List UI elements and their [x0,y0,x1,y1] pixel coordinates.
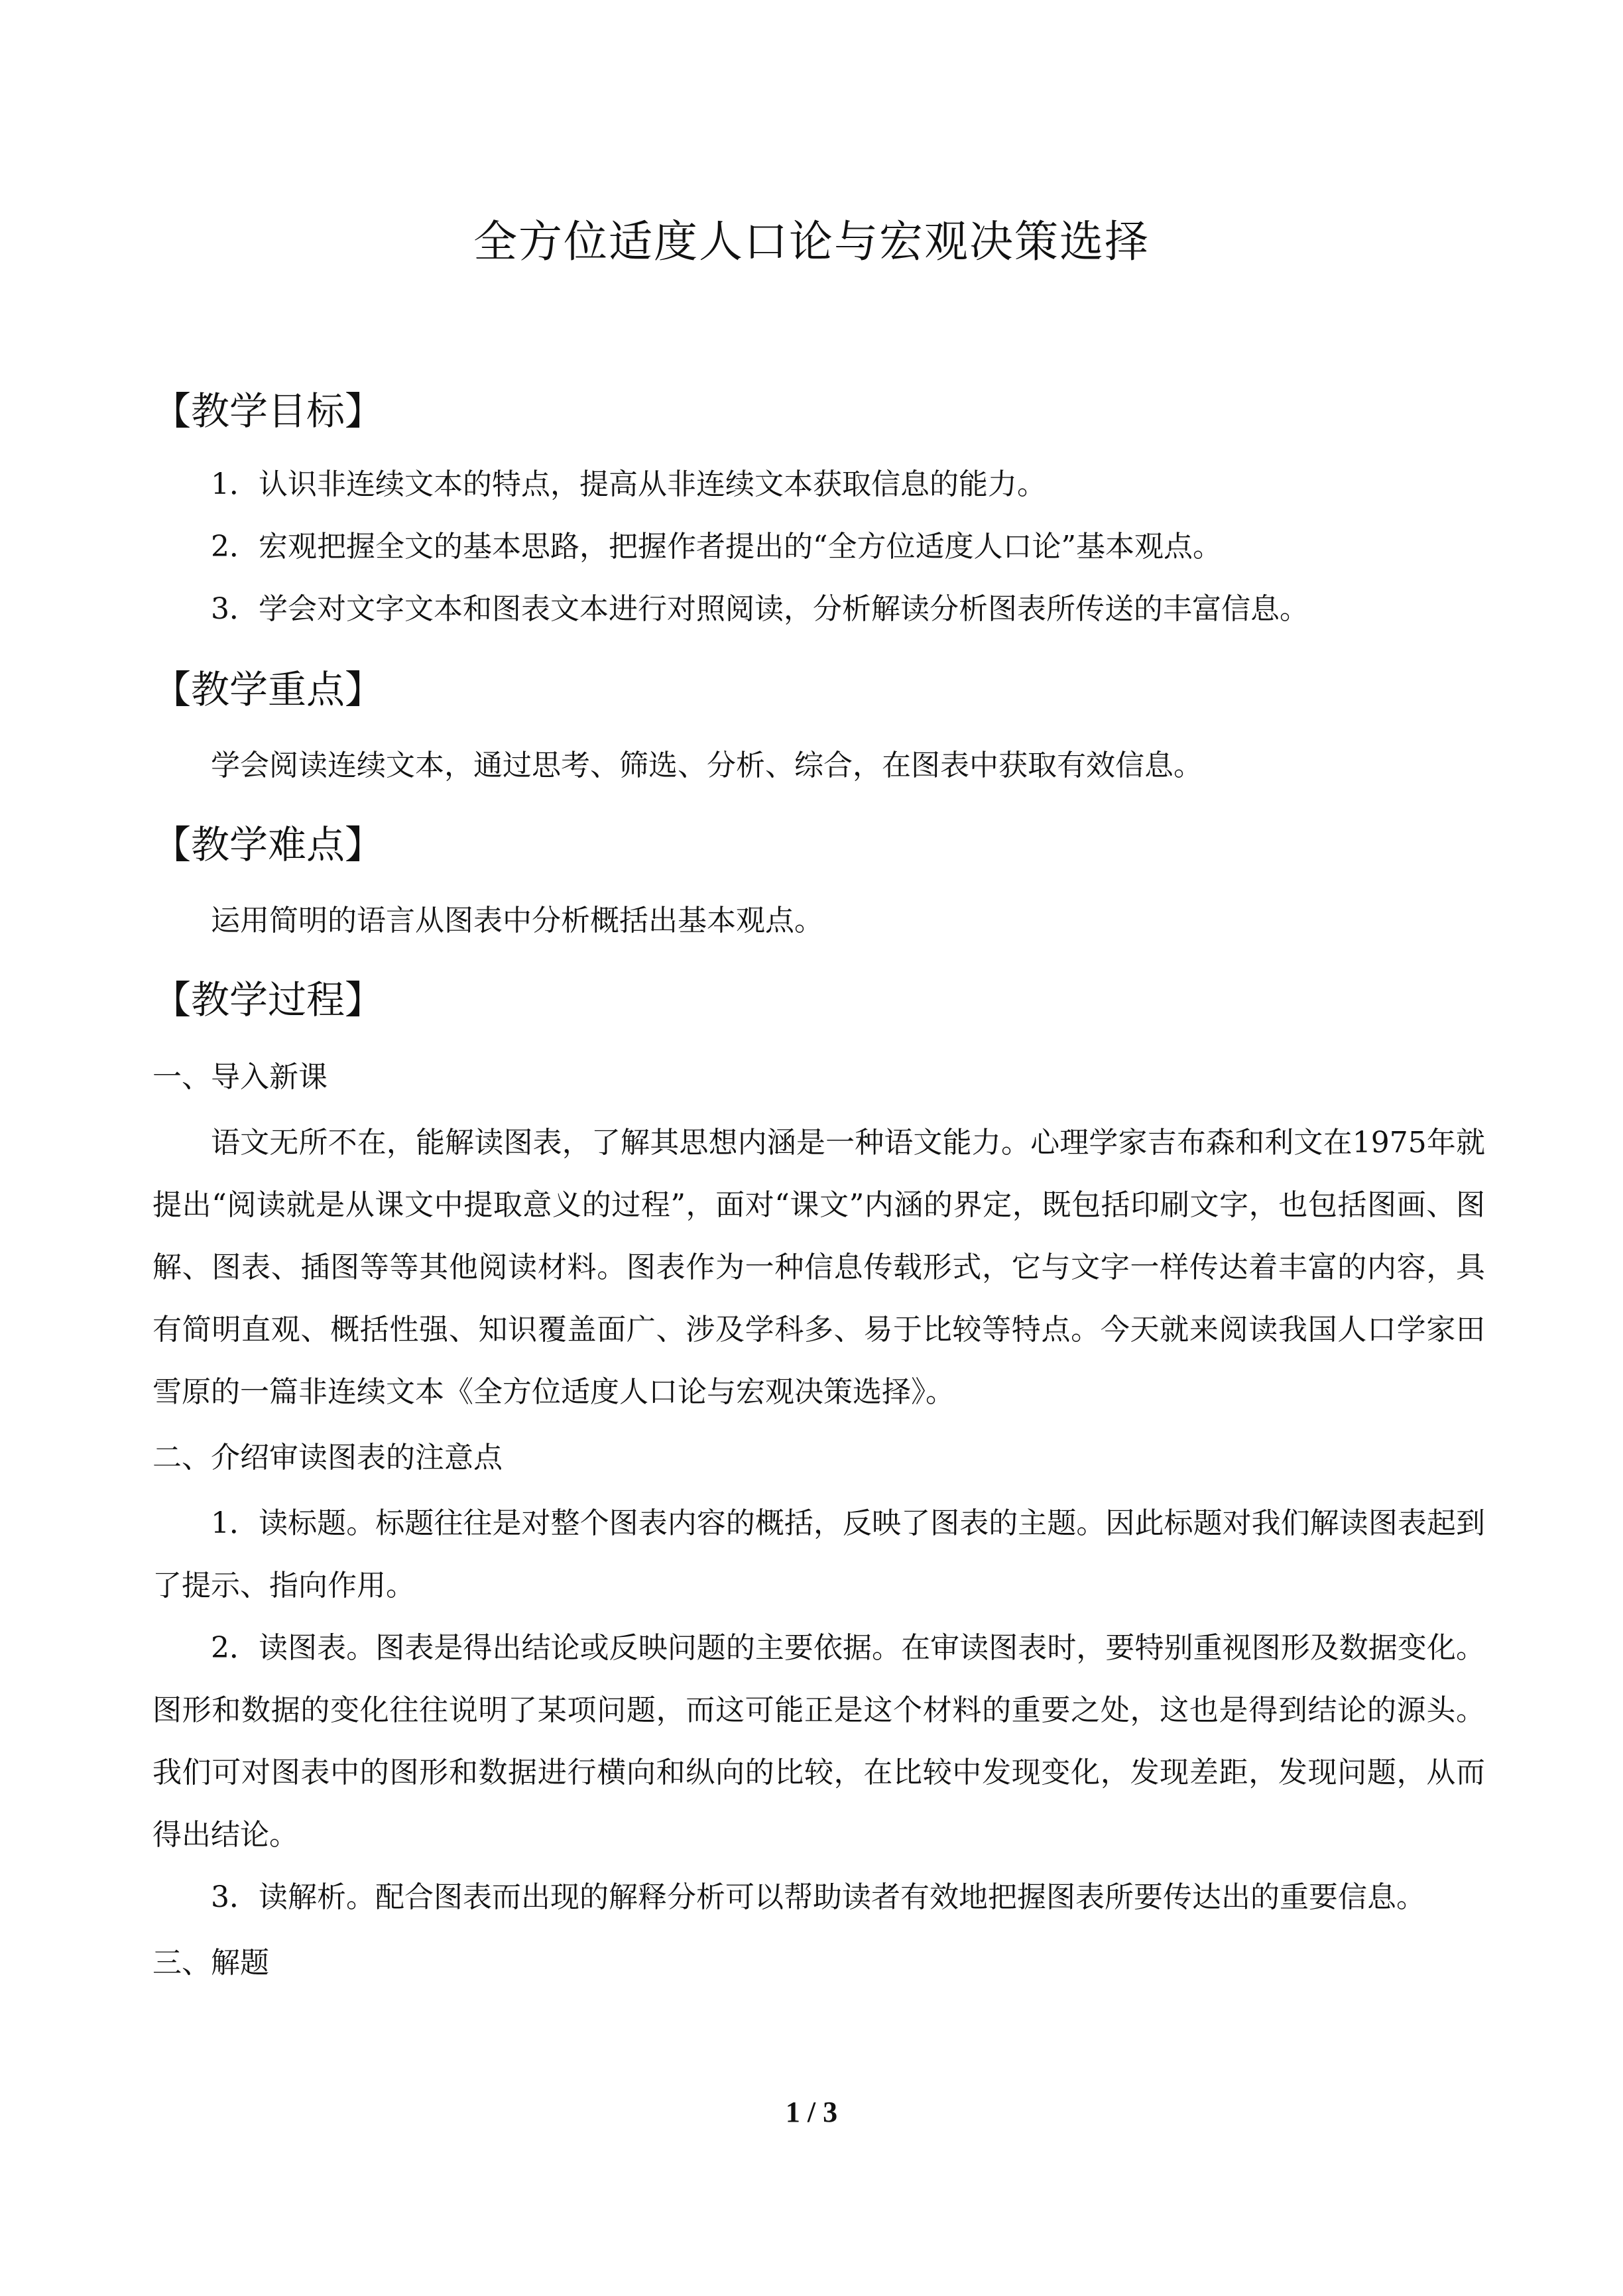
section-heading-process: 【教学过程】 [152,977,384,1022]
process-part2-item: 1．读标题。标题往往是对整个图表内容的概括，反映了图表的主题。因此标题对我们解读图表起到了提示、指向作用。 [152,1506,1485,1602]
objective-item: 2．宏观把握全文的基本思路，把握作者提出的“全方位适度人口论”基本观点。 [211,530,1222,564]
process-part2-item: 3．读解析。配合图表而出现的解释分析可以帮助读者有效地把握图表所要传达出的重要信息。 [211,1880,1425,1914]
difficulties-text: 运用简明的语言从图表中分析概括出基本观点。 [211,904,823,937]
objective-item: 1．认识非连续文本的特点，提高从非连续文本获取信息的能力。 [211,467,1046,501]
process-part2-item: 2．读图表。图表是得出结论或反映问题的主要依据。在审读图表时，要特别重视图形及数据变化。图形和数据的变化往往说明了某项问题，而这可能正是这个材料的重要之处，这也是得到结论的源头。我们可对图表中的图形和数据进行横向和纵向的比较，在比较中发现变化，发现差距，发现问题，从而得出结论。 [152,1631,1485,1852]
section-heading-key-points: 【教学重点】 [152,667,384,712]
objectives-list [152,462,1485,649]
page-title: 全方位适度人口论与宏观决策选择 [473,216,1150,267]
process-part1-text: 语文无所不在，能解读图表，了解其思想内涵是一种语文能力。心理学家吉布森和利文在1975年就提出“阅读就是从课文中提取意义的过程”，面对“课文”内涵的界定，既包括印刷文字，也包括图画、图解、图表、插图等等其他阅读材料。图表作为一种信息传载形式，它与文字一样传达着丰富的内容，具有简明直观、概括性强、知识覆盖面广、涉及学科多、易于比较等特点。今天就来阅读我国人口学家田雪原的一篇非连续文本《全方位适度人口论与宏观决策选择》。 [152,1126,1485,1409]
process-part1-title: 一、导入新课 [152,1060,328,1094]
section-heading-objectives: 【教学目标】 [152,389,384,434]
process-part3-title: 三、解题 [152,1946,269,1980]
process-part2-title: 二、介绍审读图表的注意点 [152,1441,503,1475]
page-number: 1 / 3 [785,2096,838,2128]
key-points-text: 学会阅读连续文本，通过思考、筛选、分析、综合，在图表中获取有效信息。 [211,749,1203,782]
objective-item: 3．学会对文字文本和图表文本进行对照阅读，分析解读分析图表所传送的丰富信息。 [211,592,1309,626]
document-body [152,381,1485,1998]
section-heading-difficulties: 【教学难点】 [152,822,384,867]
